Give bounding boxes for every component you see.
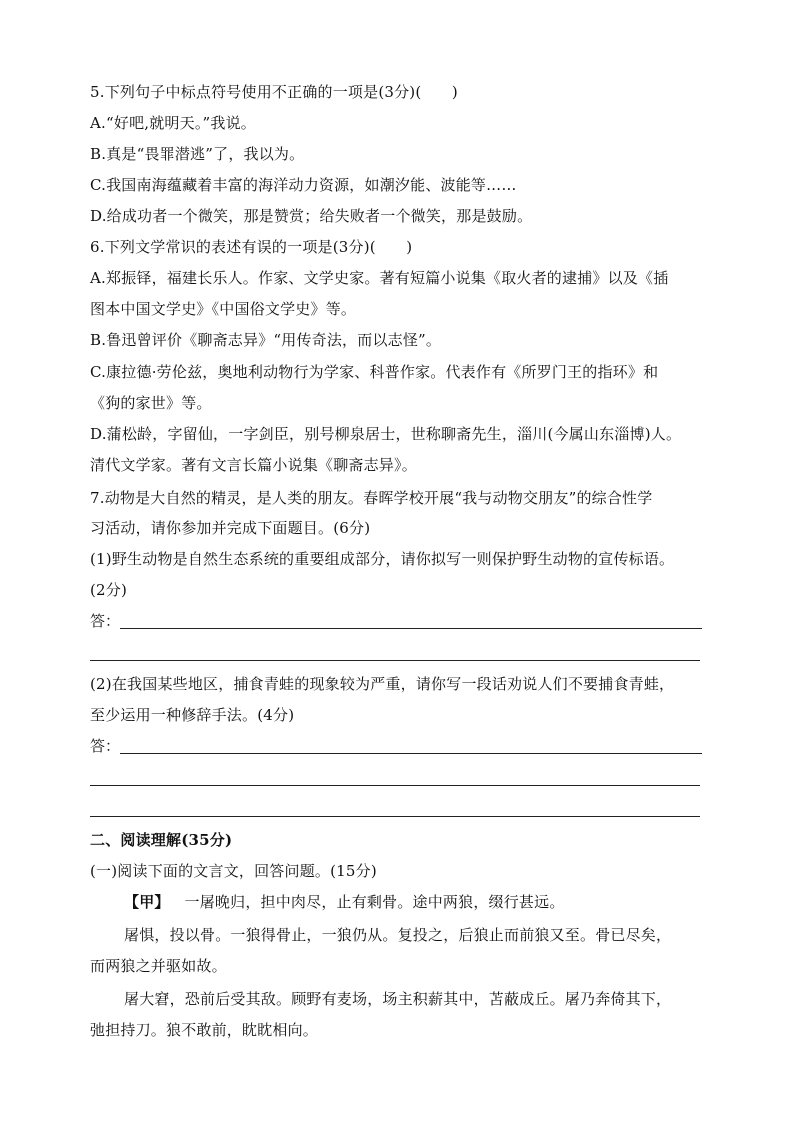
passage-paragraph-3-line1: 屠大窘，恐前后受其敌。顾野有麦场，场主积薪其中，苫蔽成丘。屠乃奔倚其下， bbox=[124, 990, 672, 1008]
q6-option-d-line2: 清代文学家。著有文言长篇小说集《聊斋志异》。 bbox=[90, 456, 417, 474]
passage-paragraph-3-line2: 弛担持刀。狼不敢前，眈眈相向。 bbox=[90, 1021, 319, 1039]
passage-paragraph-1 bbox=[124, 892, 565, 912]
q7-part2-line1: (2)在我国某些地区，捕食青蛙的现象较为严重，请你写一段话劝说人们不要捕食青蛙， bbox=[90, 675, 675, 693]
q6-option-c-line1: C.康拉德·劳伦兹，奥地利动物行为学家、科普作家。代表作有《所罗门王的指环》和 bbox=[90, 363, 659, 381]
q6-option-c-line2: 《狗的家世》等。 bbox=[90, 394, 212, 412]
q6-stem: 6.下列文学常识的表述有误的一项是(3分)( ) bbox=[90, 238, 413, 256]
answer-line[interactable] bbox=[120, 753, 702, 754]
q7-part2-line2: 至少运用一种修辞手法。(4分) bbox=[90, 706, 295, 724]
q6-option-b: B.鲁迅曾评价《聊斋志异》“用传奇法，而以志怪”。 bbox=[90, 331, 442, 349]
subsection-instruction: (一)阅读下面的文言文，回答问题。(15分) bbox=[90, 862, 377, 880]
answer-line[interactable] bbox=[90, 785, 700, 786]
q7-stem-line1: 7.动物是大自然的精灵，是人类的朋友。春晖学校开展“我与动物交朋友”的综合性学 bbox=[90, 489, 653, 507]
passage-tag: 【甲】 bbox=[124, 893, 170, 911]
answer-line[interactable] bbox=[90, 816, 700, 817]
q5-option-d: D.给成功者一个微笑，那是赞赏；给失败者一个微笑，那是鼓励。 bbox=[90, 207, 533, 225]
q6-option-a-line1: A.郑振铎，福建长乐人。作家、文学史家。著有短篇小说集《取火者的逮捕》以及《插 bbox=[90, 269, 669, 287]
q6-option-a-line2: 图本中国文学史》《中国俗文学史》等。 bbox=[90, 300, 357, 318]
answer-line[interactable] bbox=[120, 628, 702, 629]
q5-option-c: C.我国南海蕴藏着丰富的海洋动力资源，如潮汐能、波能等…… bbox=[90, 176, 517, 194]
answer-line[interactable] bbox=[90, 660, 700, 661]
q6-option-d-line1: D.蒲松龄，字留仙，一字剑臣，别号柳泉居士，世称聊斋先生，淄川(今属山东淄博)人。 bbox=[90, 425, 682, 443]
q7-part1-line1: (1)野生动物是自然生态系统的重要组成部分，请你拟写一则保护野生动物的宣传标语。 bbox=[90, 550, 675, 568]
passage-text: 一屠晚归，担中肉尽，止有剩骨。途中两狼，缀行甚远。 bbox=[184, 893, 565, 911]
passage-paragraph-2-line1: 屠惧，投以骨。一狼得骨止，一狼仍从。复投之，后狼止而前狼又至。骨已尽矣， bbox=[124, 926, 672, 944]
q5-option-a: A.“好吧,就明天。”我说。 bbox=[90, 114, 257, 132]
q5-stem: 5.下列句子中标点符号使用不正确的一项是(3分)( ) bbox=[90, 83, 458, 101]
q7-stem-line2: 习活动，请你参加并完成下面题目。(6分) bbox=[90, 519, 371, 537]
passage-paragraph-2-line2: 而两狼之并驱如故。 bbox=[90, 957, 227, 975]
section-heading: 二、阅读理解(35分) bbox=[90, 831, 233, 849]
q5-option-b: B.真是“畏罪潜逃”了，我以为。 bbox=[90, 145, 305, 163]
answer-label: 答： bbox=[90, 612, 121, 630]
q7-part1-line2: (2分) bbox=[90, 581, 128, 599]
answer-label: 答： bbox=[90, 737, 121, 755]
